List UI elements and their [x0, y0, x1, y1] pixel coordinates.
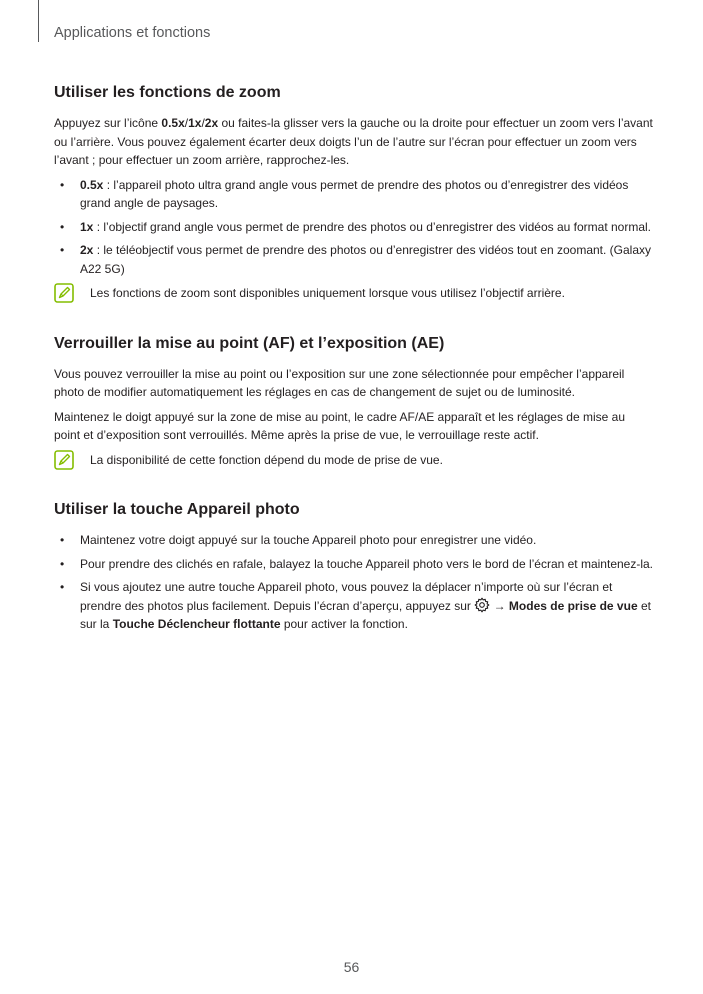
margin-rule [38, 0, 39, 42]
focus-paragraph-1: Vous pouvez verrouiller la mise au point ou l’exposition sur une zone sélectionnée pour empêcher l’appareil photo de modifier automatiquement les réglages en cas de changement de sujet ou de luminosité. [54, 366, 625, 399]
zoom-intro-text: Appuyez sur l’icône [54, 116, 162, 130]
zoom-label-05x: 0.5x [161, 116, 185, 130]
bullet: • [60, 177, 65, 192]
list-item [54, 531, 654, 550]
slash: / [184, 116, 189, 130]
focus-paragraph-2: Maintenez le doigt appuyé sur la zone de mise au point, le cadre AF/AE apparaît et les réglages de mise au point et d’exposition sont verrouillés. Même après la prise de vue, le verrouillage reste actif. [54, 409, 626, 442]
bullet-term: 0.5x [80, 177, 104, 192]
page-content [54, 82, 654, 640]
bullet: • [60, 219, 65, 234]
slash: / [201, 116, 205, 130]
list-item [54, 555, 654, 574]
bullet-text: : le téléobjectif vous permet de prendre des photos ou d’enregistrer des vidéos tout en zoomant. (Galaxy A22 5G) [80, 243, 652, 276]
note-text: Les fonctions de zoom sont disponibles uniquement lorsque vous utilisez l’objectif arrière. [90, 286, 565, 300]
zoom-intro-text: ou faites-la glisser vers la gauche ou la droite pour effectuer un zoom vers l’avant ou l’arrière. Vous pouvez également écarter deux doigts l’un de l’autre sur l’écran pour effectuer un zoom vers l’avant ; pour effectuer un zoom arrière, rapprochez-les. [54, 116, 653, 167]
bullet-term: 2x [80, 243, 94, 257]
bullet-text: : l’appareil photo ultra grand angle vous permet de prendre des photos ou d’enregistrer des vidéos grand angle de paysages. [80, 177, 629, 210]
bullet-text: : l’objectif grand angle vous permet de prendre des photos ou d’enregistrer des vidéos au format normal. [93, 219, 652, 234]
page-number: 56 [343, 959, 360, 975]
zoom-intro [54, 114, 654, 170]
bullet-term: 1x [80, 219, 94, 234]
menu-path-floating-shutter: Touche Déclencheur flottante [112, 617, 281, 631]
bullet: • [60, 533, 65, 547]
focus-section [54, 333, 654, 470]
arrow: → [490, 598, 509, 613]
zoom-bullet-list [54, 176, 654, 279]
shutter-bullet-list [54, 531, 654, 634]
zoom-label-2x: 2x [204, 116, 219, 130]
list-item [54, 241, 654, 278]
list-item [54, 176, 654, 213]
bullet-text: et sur la [80, 598, 651, 631]
gear-icon [474, 597, 490, 613]
list-item [54, 218, 654, 237]
list-item [54, 578, 654, 634]
note-icon [54, 283, 74, 303]
shutter-heading: Utiliser la touche Appareil photo [54, 501, 300, 518]
bullet-text: Pour prendre des clichés en rafale, balayez la touche Appareil photo vers le bord de l’écran et maintenez-la. [80, 556, 654, 571]
bullet-text: pour activer la fonction. [280, 617, 408, 631]
note-icon [54, 450, 74, 470]
bullet-text: Maintenez votre doigt appuyé sur la touche Appareil photo pour enregistrer une vidéo. [80, 533, 537, 547]
page-header: Applications et fonctions [54, 25, 211, 41]
focus-heading: Verrouiller la mise au point (AF) et l’exposition (AE) [54, 334, 445, 352]
zoom-note [54, 284, 654, 303]
bullet: • [60, 556, 65, 571]
zoom-label-1x: 1x [188, 116, 202, 130]
bullet: • [60, 580, 65, 594]
note-text: La disponibilité de cette fonction dépend du mode de prise de vue. [90, 452, 443, 467]
bullet-text: Si vous ajoutez une autre touche Appareil photo, vous pouvez la déplacer n’importe où sur l’écran et prendre des photos plus facilement. Depuis l’écran d’aperçu, appuyez sur [80, 580, 613, 613]
shutter-section [54, 499, 654, 634]
menu-path-modes: Modes de prise de vue [508, 598, 638, 613]
focus-note [54, 451, 654, 470]
bullet: • [60, 243, 65, 257]
zoom-heading: Utiliser les fonctions de zoom [54, 84, 281, 101]
zoom-section [54, 82, 654, 303]
